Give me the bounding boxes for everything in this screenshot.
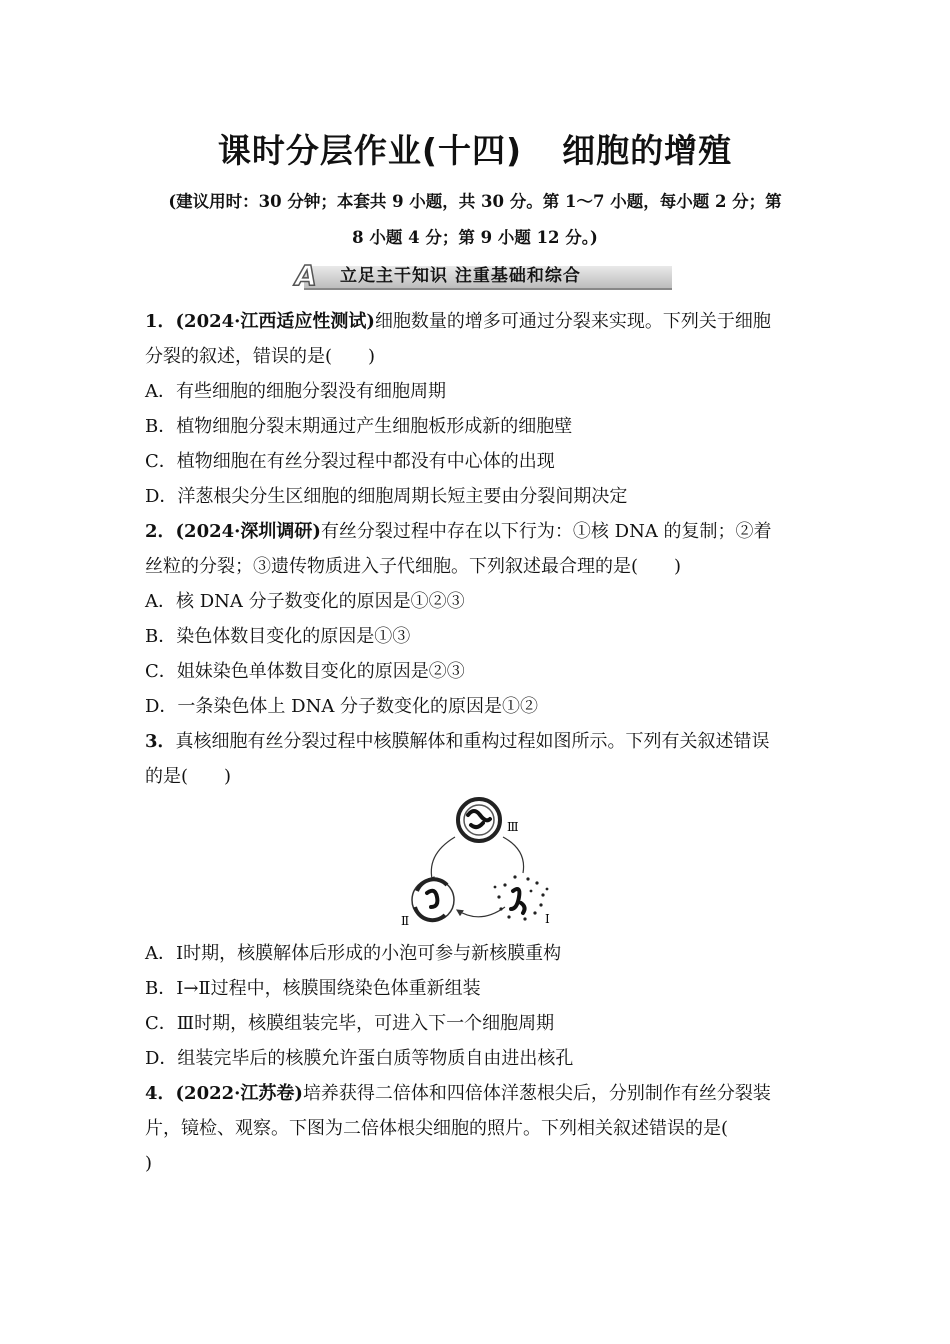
q2-number: 2． — [145, 521, 176, 542]
q1-source: (2024·江西适应性测试) — [175, 311, 375, 332]
q1-number: 1． — [145, 311, 176, 332]
info-line-1: (建议用时：30 分钟；本套共 9 小题，共 30 分。第 1～7 小题，每小题 2 分；第 — [168, 192, 782, 211]
q3-stem-line-2: 的是( ) — [145, 766, 232, 787]
q2-stem-line-2: 丝粒的分裂；③遗传物质进入子代细胞。下列叙述最合理的是( ) — [145, 556, 682, 577]
q3-stem-line-1 — [145, 730, 810, 754]
stage-iii-cell — [458, 799, 500, 841]
q1-stem-line-1 — [145, 310, 810, 334]
q4-source: (2022·江苏卷) — [175, 1083, 303, 1104]
q2-option-b: B．染色体数目变化的原因是①③ — [145, 626, 411, 647]
q4-stem-line-2: 片，镜检、观察。下图为二倍体根尖细胞的照片。下列相关叙述错误的是( — [145, 1118, 729, 1139]
q1-stem-text: 细胞数量的增多可通过分裂来实现。下列关于细胞 — [374, 311, 771, 332]
q4-stem-text: 培养获得二倍体和四倍体洋葱根尖后，分别制作有丝分裂装 — [302, 1083, 771, 1104]
title-sub: 细胞的增殖 — [562, 131, 733, 170]
q3-stem-text: 真核细胞有丝分裂过程中核膜解体和重构过程如图所示。下列有关叙述错误 — [175, 731, 770, 752]
q1-option-d: D．洋葱根尖分生区细胞的细胞周期长短主要由分裂间期决定 — [145, 486, 628, 507]
stage-ii-cell — [412, 879, 454, 921]
q1-stem-line-2: 分裂的叙述，错误的是( ) — [145, 346, 376, 367]
q3-number: 3． — [145, 731, 176, 752]
label-stage-ii: Ⅱ — [401, 914, 410, 928]
q2-option-a: A．核 DNA 分子数变化的原因是①②③ — [145, 591, 465, 612]
q1-option-b: B．植物细胞分裂末期通过产生细胞板形成新的细胞壁 — [145, 416, 573, 437]
q4-stem-line-3: ) — [145, 1153, 153, 1174]
q2-stem-text: 有丝分裂过程中存在以下行为：①核 DNA 的复制；②着 — [320, 521, 772, 542]
stage-i-cell — [494, 875, 549, 920]
section-banner — [278, 259, 672, 292]
q1-option-a: A．有些细胞的细胞分裂没有细胞周期 — [145, 381, 446, 402]
q3-option-d: D．组装完毕后的核膜允许蛋白质等物质自由进出核孔 — [145, 1048, 574, 1069]
q3-option-c: C．Ⅲ时期，核膜组装完毕，可进入下一个细胞周期 — [145, 1013, 555, 1034]
info-line-2: 8 小题 4 分；第 9 小题 12 分。) — [352, 228, 598, 247]
q2-stem-line-1 — [145, 520, 810, 544]
q2-option-c: C．姐妹染色单体数目变化的原因是②③ — [145, 661, 465, 682]
section-badge-icon: A — [295, 259, 317, 292]
q2-option-d: D．一条染色体上 DNA 分子数变化的原因是①② — [145, 696, 539, 717]
q4-stem-line-1 — [145, 1082, 810, 1106]
arrow-iii-to-i-path — [503, 837, 524, 873]
q4-number: 4． — [145, 1083, 176, 1104]
label-stage-i: Ⅰ — [545, 912, 550, 926]
q3-option-a: A．Ⅰ时期，核膜解体后形成的小泡可参与新核膜重构 — [145, 943, 562, 964]
page-title — [0, 125, 950, 172]
q2-source: (2024·深圳调研) — [175, 521, 321, 542]
label-stage-iii: Ⅲ — [507, 820, 519, 834]
q1-option-c: C．植物细胞在有丝分裂过程中都没有中心体的出现 — [145, 451, 555, 472]
q3-option-b: B．Ⅰ→Ⅱ过程中，核膜围绕染色体重新组装 — [145, 978, 481, 999]
nuclear-envelope-cycle-figure — [395, 795, 565, 935]
banner-label: 立足主干知识 注重基础和综合 — [340, 266, 581, 286]
title-main: 课时分层作业(十四) — [217, 131, 523, 170]
arrow-i-to-ii — [457, 907, 505, 917]
arrow-iii-to-ii — [431, 837, 455, 883]
